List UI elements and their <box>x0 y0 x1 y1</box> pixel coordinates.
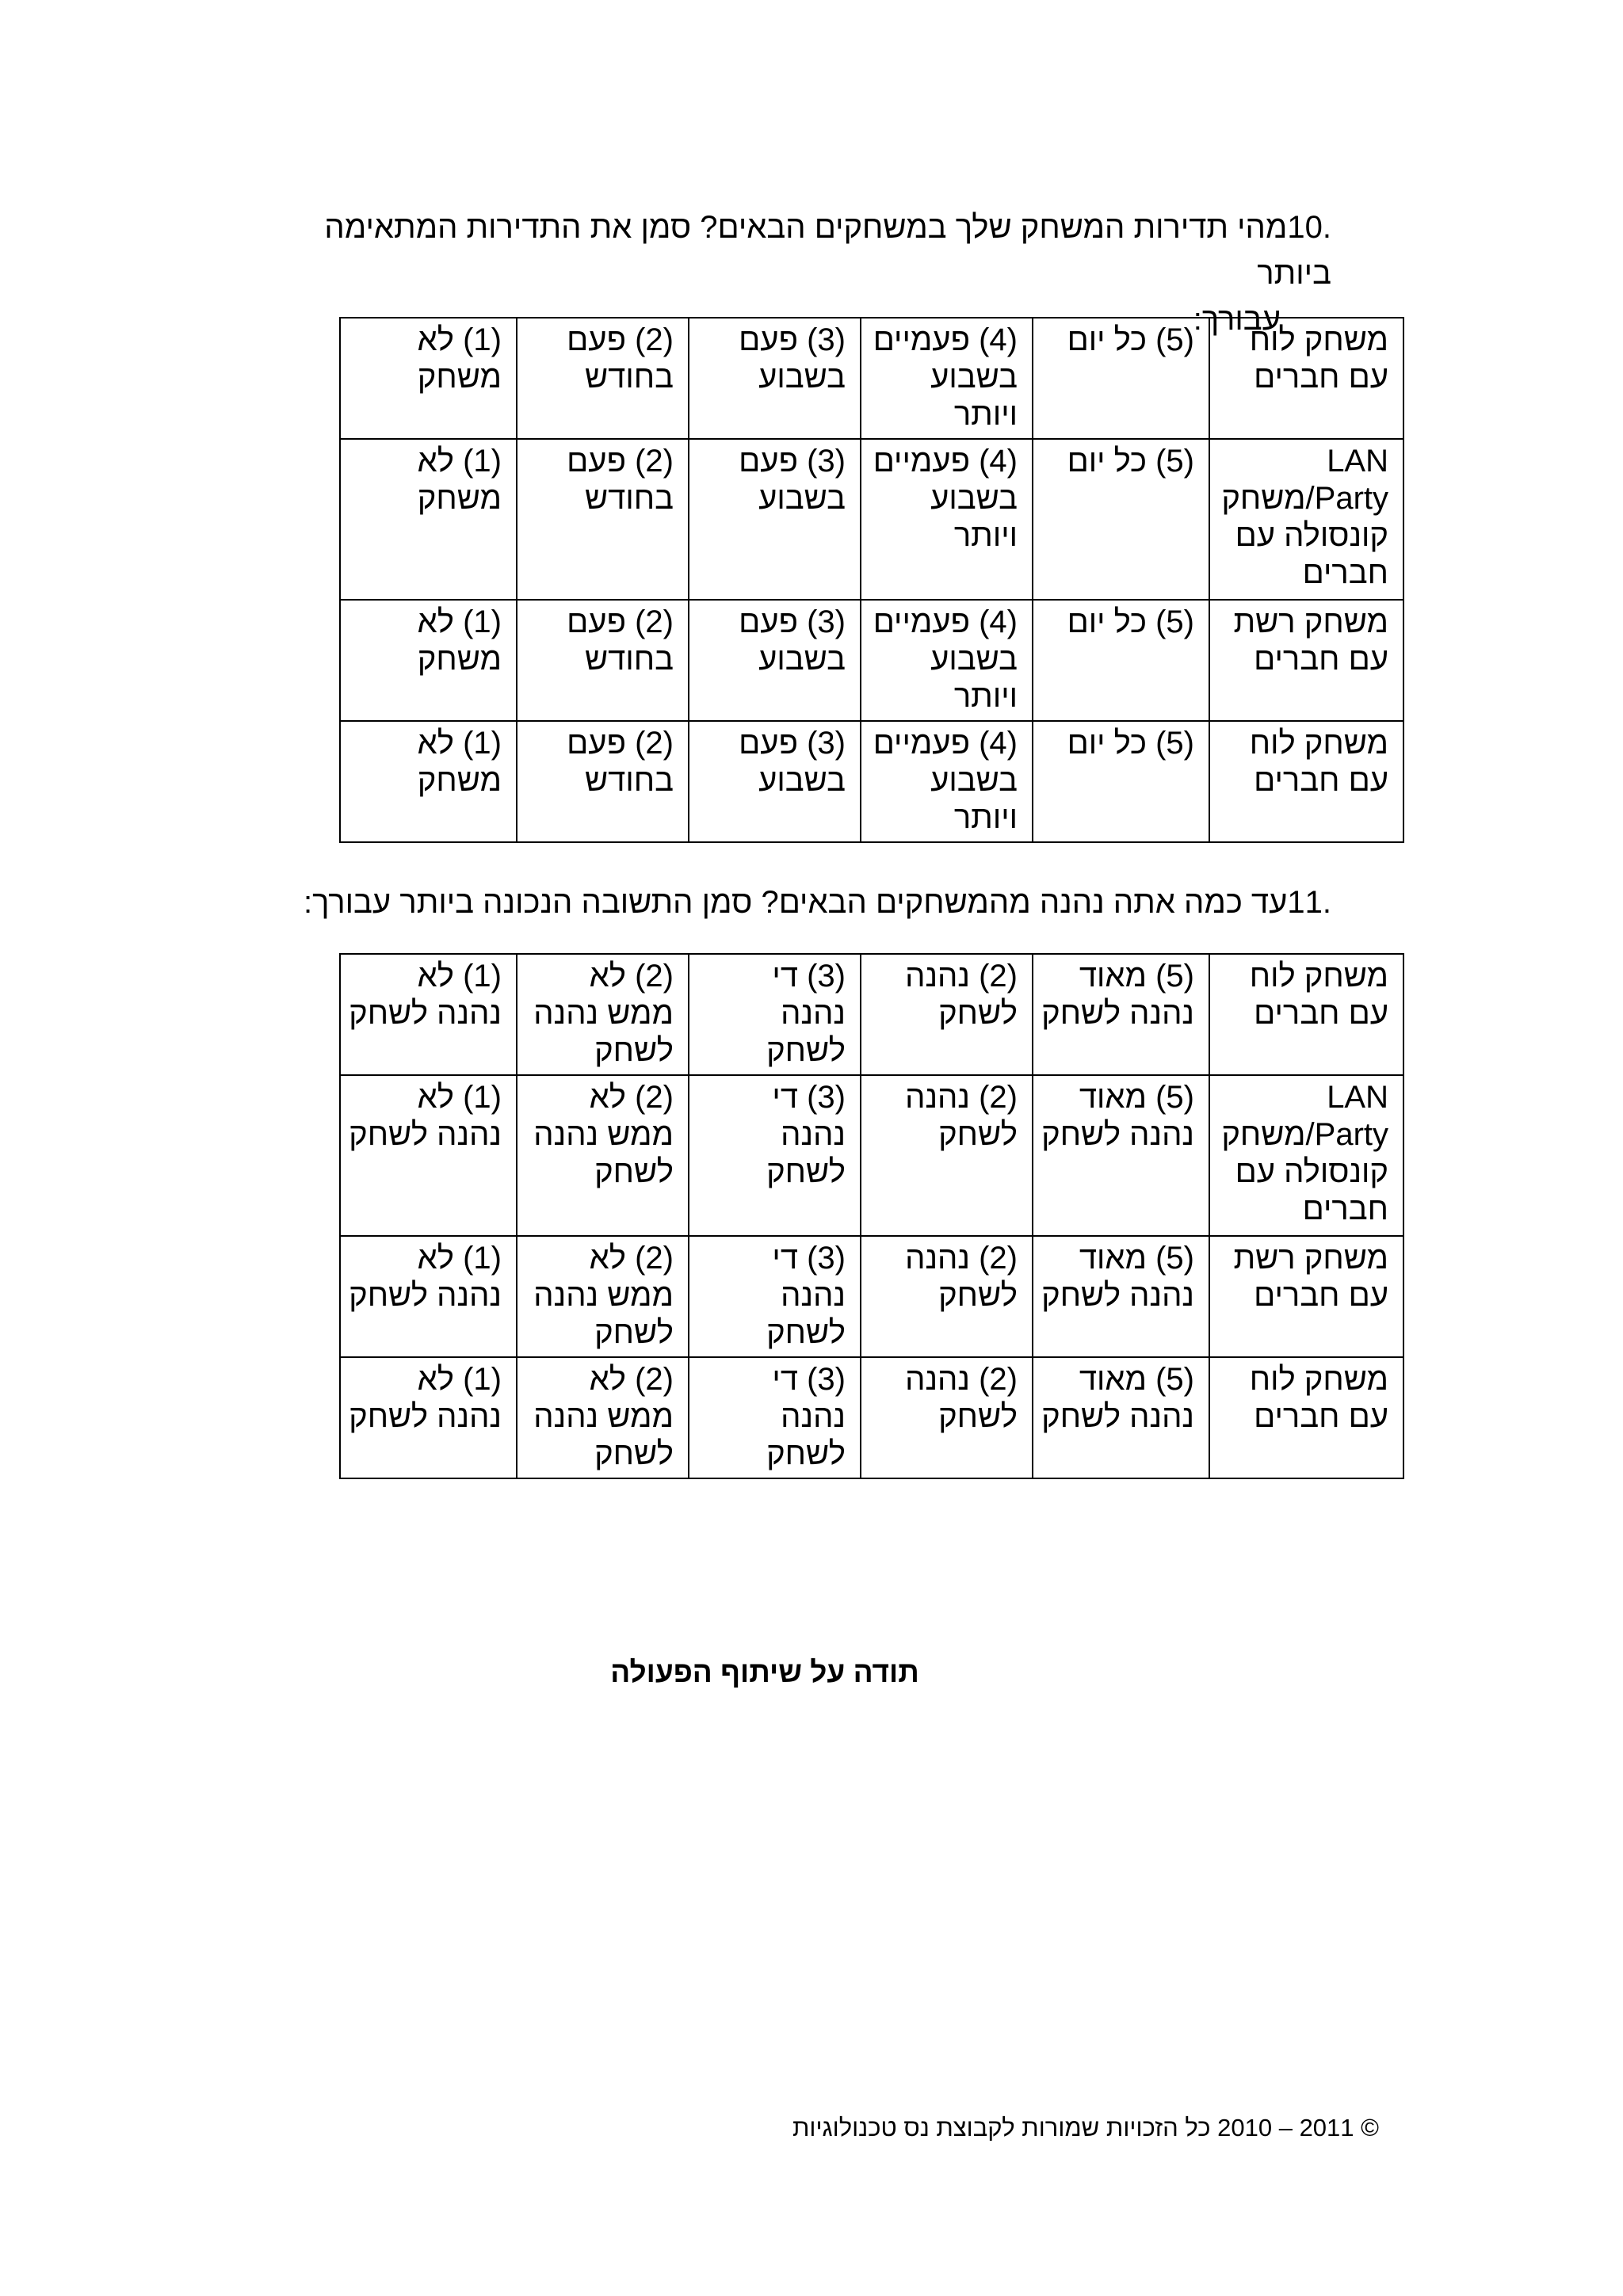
option-1[interactable]: (1) לא נהנה לשחק <box>340 1357 517 1478</box>
table-row <box>340 1236 1403 1357</box>
option-4[interactable]: (4) פעמיים בשבוע ויותר <box>861 600 1033 721</box>
option-3[interactable]: (3) פעם בשבוע <box>689 318 861 439</box>
option-5[interactable]: (5) כל יום <box>1033 318 1209 439</box>
option-4[interactable]: (2) נהנה לשחק <box>861 1357 1033 1478</box>
option-4[interactable]: (2) נהנה לשחק <box>861 954 1033 1075</box>
option-3[interactable]: (3) די נהנה לשחק <box>689 1357 861 1478</box>
option-3[interactable]: (3) פעם בשבוע <box>689 600 861 721</box>
option-5[interactable]: (5) מאוד נהנה לשחק <box>1033 1236 1209 1357</box>
option-3[interactable]: (3) די נהנה לשחק <box>689 1236 861 1357</box>
option-5[interactable]: (5) מאוד נהנה לשחק <box>1033 1357 1209 1478</box>
option-3[interactable]: (3) די נהנה לשחק <box>689 1075 861 1236</box>
option-3[interactable]: (3) פעם בשבוע <box>689 721 861 842</box>
row-label: משחק לוח עם חברים <box>1209 1357 1403 1478</box>
option-1[interactable]: (1) לא משחק <box>340 721 517 842</box>
option-4[interactable]: (4) פעמיים בשבוע ויותר <box>861 318 1033 439</box>
enjoyment-table <box>339 953 1404 1479</box>
table-row <box>340 1075 1403 1236</box>
question-text: מהי תדירות המשחק שלך במשחקים הבאים? סמן את התדירות המתאימה ביותר <box>324 210 1331 291</box>
option-1[interactable]: (1) לא נהנה לשחק <box>340 1075 517 1236</box>
option-2[interactable]: (2) לא ממש נהנה לשחק <box>517 1357 689 1478</box>
row-label: משחק לוח עם חברים <box>1209 318 1403 439</box>
row-label: משחק רשת עם חברים <box>1209 1236 1403 1357</box>
table-row <box>340 318 1403 439</box>
frequency-table <box>339 317 1404 843</box>
option-3[interactable]: (3) די נהנה לשחק <box>689 954 861 1075</box>
option-2[interactable]: (2) פעם בחודש <box>517 600 689 721</box>
row-label: LAN Party/משחק קונסולה עם חברים <box>1209 1075 1403 1236</box>
option-1[interactable]: (1) לא נהנה לשחק <box>340 1236 517 1357</box>
question-number: 10. <box>1287 210 1331 245</box>
option-5[interactable]: (5) כל יום <box>1033 600 1209 721</box>
option-2[interactable]: (2) פעם בחודש <box>517 318 689 439</box>
option-1[interactable]: (1) לא משחק <box>340 600 517 721</box>
option-2[interactable]: (2) לא ממש נהנה לשחק <box>517 1236 689 1357</box>
question-text: עד כמה אתה נהנה מהמשחקים הבאים? סמן התשובה הנכונה ביותר עבורך: <box>303 885 1288 920</box>
row-label: משחק לוח עם חברים <box>1209 954 1403 1075</box>
table-row <box>340 1357 1403 1478</box>
option-5[interactable]: (5) כל יום <box>1033 721 1209 842</box>
option-2[interactable]: (2) לא ממש נהנה לשחק <box>517 954 689 1075</box>
option-2[interactable]: (2) פעם בחודש <box>517 439 689 600</box>
option-1[interactable]: (1) לא נהנה לשחק <box>340 954 517 1075</box>
row-label: LAN Party/משחק קונסולה עם חברים <box>1209 439 1403 600</box>
option-4[interactable]: (2) נהנה לשחק <box>861 1236 1033 1357</box>
table-row <box>340 439 1403 600</box>
option-2[interactable]: (2) לא ממש נהנה לשחק <box>517 1075 689 1236</box>
option-2[interactable]: (2) פעם בחודש <box>517 721 689 842</box>
option-5[interactable]: (5) מאוד נהנה לשחק <box>1033 954 1209 1075</box>
table-row <box>340 721 1403 842</box>
row-label: משחק לוח עם חברים <box>1209 721 1403 842</box>
row-label: משחק רשת עם חברים <box>1209 600 1403 721</box>
closing-thanks: תודה על שיתוף הפעולה <box>610 1656 919 1688</box>
option-4[interactable]: (4) פעמיים בשבוע ויותר <box>861 721 1033 842</box>
table-row <box>340 600 1403 721</box>
option-3[interactable]: (3) פעם בשבוע <box>689 439 861 600</box>
table-row <box>340 954 1403 1075</box>
option-4[interactable]: (2) נהנה לשחק <box>861 1075 1033 1236</box>
question-number: 11. <box>1287 885 1331 920</box>
question-text-continued: עבורך: <box>1193 302 1281 337</box>
option-1[interactable]: (1) לא משחק <box>340 439 517 600</box>
option-4[interactable]: (4) פעמיים בשבוע ויותר <box>861 439 1033 600</box>
question-11 <box>269 879 1331 925</box>
copyright-footer: © 2011 – 2010 כל הזכויות שמורות לקבוצת נס טכנולוגיות <box>792 2114 1379 2142</box>
option-5[interactable]: (5) מאוד נהנה לשחק <box>1033 1075 1209 1236</box>
option-5[interactable]: (5) כל יום <box>1033 439 1209 600</box>
option-1[interactable]: (1) לא משחק <box>340 318 517 439</box>
